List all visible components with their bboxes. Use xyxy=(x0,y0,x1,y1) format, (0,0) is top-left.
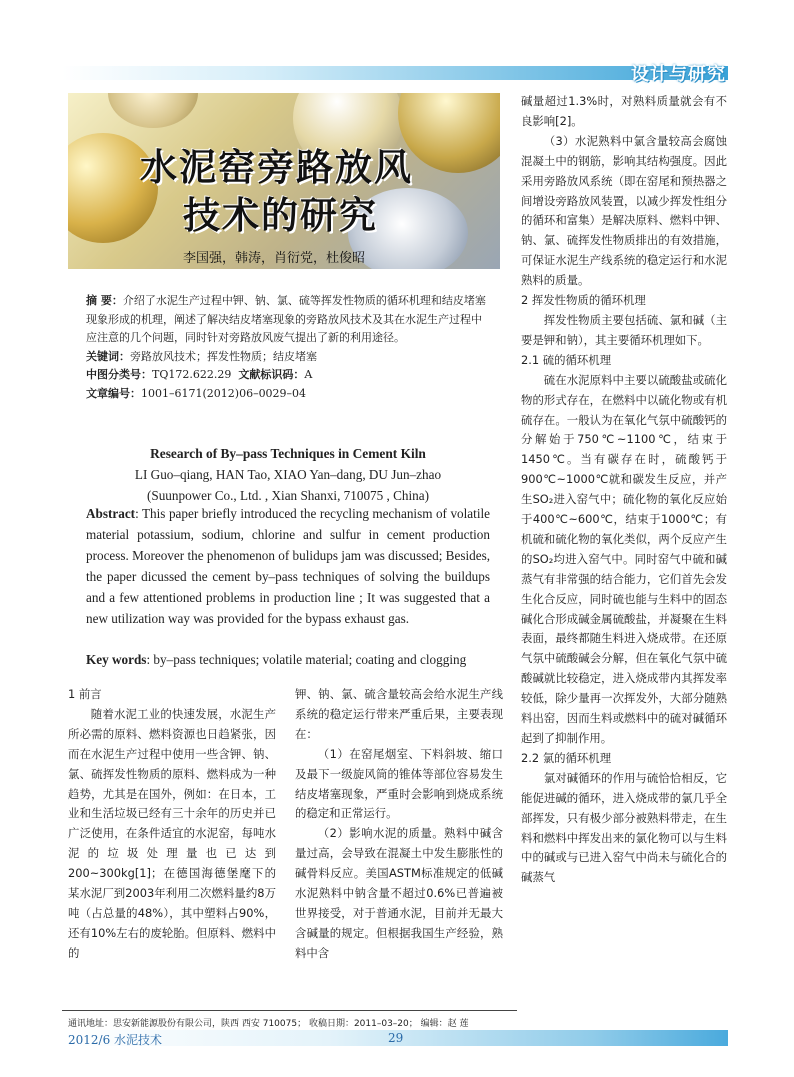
english-keywords xyxy=(86,649,490,670)
abstract-cn-text: 介绍了水泥生产过程中钾、钠、氯、硫等挥发性物质的循环机理和结皮堵塞现象形成的机理，阐述了解决结皮堵塞现象的旁路放风技术及其在水泥生产过程中应注意的几个问题，同时针对旁路放风废气提出了新的利用途径。 xyxy=(86,294,486,344)
journal-name: 2012/6 水泥技术 xyxy=(68,1033,163,1047)
body-column-2 xyxy=(295,685,503,964)
clc-number xyxy=(86,366,490,385)
english-keywords-text: : by–pass techniques; volatile material; coating and clogging xyxy=(146,652,467,667)
section-tag: 设计与研究 xyxy=(631,64,726,85)
body-paragraph: 硫在水泥原料中主要以硫酸盐或硫化物的形式存在，在燃料中以硫化物或有机硫存在。一般认为在氧化气氛中硫酸钙的分解始于750℃~1100℃，结束于1450℃。当有碳存在时，硫酸钙于900℃~1000℃就和碳发生反应，并产生SO₂进入窑气中；硫化物的氧化反应始于400℃~600℃，结束于1000℃；有机硫和硫化物的氧化类似，两个反应产生的SO₂均进入窑气中。同时窑气中硫和碱蒸气有非常强的结合能力，它们首先会发生化合反应，同时硫也能与生料中的固态碱化合形成碱金属硫酸盐，并凝聚在生料表面，最终都随生料进入烧成带。在还原气氛中硫酸碱会分解，但在氧化气氛中硫酸碱就比较稳定，进入烧成带内其挥发率较低，除少量再一次挥发外，大部分随熟料出窑，因而生料或燃料中的硫对碱循环起到了抑制作用。 xyxy=(521,372,727,745)
footer-info: 通讯地址：思安新能源股份有限公司，陕西 西安 710075； 收稿日期：2011–03–20； 编辑：赵 莲 xyxy=(68,1019,469,1029)
english-title: Research of By–pass Techniques in Cement Kiln xyxy=(150,446,426,461)
body-column-1 xyxy=(68,685,276,964)
clc-label: 中图分类号： xyxy=(86,368,152,381)
clc-value: TQ172.622.29 xyxy=(152,368,232,381)
keywords-cn-text: 旁路放风技术；挥发性物质；结皮堵塞 xyxy=(130,349,317,363)
article-no-label: 文章编号： xyxy=(86,386,141,400)
title-line-2: 技术的研究 xyxy=(183,194,378,237)
abstract-cn-label: 摘 要： xyxy=(86,294,123,307)
abstract-cn xyxy=(86,292,490,403)
body-column-3 xyxy=(521,92,727,888)
english-keywords-label: Key words xyxy=(86,652,147,667)
body-paragraph: 挥发性物质主要包括硫、氯和碱（主要是钾和钠），其主要循环机理如下。 xyxy=(521,312,727,347)
english-abstract-label: Abstract xyxy=(86,506,136,521)
body-paragraph: 随着水泥工业的快速发展，水泥生产所必需的原料、燃料资源也日趋紧张，因而在水泥生产过程中使用一些含钾、钠、氯、硫挥发性物质的原料、燃料成为一种趋势，尤其是在国外，例如：在日本，工业和生活垃圾已经有三十余年的历史并已广泛使用，在条件适宜的水泥窑，每吨水泥的垃圾处理量也已达到200~300kg[1]；在德国海德堡麾下的某水泥厂到2003年利用二次燃料量约8万吨（占总量的48%），其中塑料占90%，还有10%左右的废轮胎。但原料、燃料中的 xyxy=(68,706,276,960)
abstract-cn-paragraph xyxy=(86,292,490,348)
subsection-heading: 2.1 硫的循环机理 xyxy=(521,352,612,367)
keywords-cn-label: 关键词： xyxy=(86,349,130,363)
article-no-value: 1001–6171(2012)06–0029–04 xyxy=(141,386,307,400)
body-paragraph: 钾、钠、氯、硫含量较高会给水泥生产线系统的稳定运行带来严重后果，主要表现在： xyxy=(295,687,503,741)
section-heading: 1 前言 xyxy=(68,687,102,701)
header-band xyxy=(62,66,728,80)
body-paragraph: （3）水泥熟料中氯含量较高会腐蚀混凝土中的钢筋，影响其结构强度。因此采用旁路放风系统（即在窑尾和预热器之间增设旁路放风装置，以减少挥发性组分的循环和富集）是解决原料、燃料中钾、钠、氯、硫挥发性物质排出的有效措施，可保证水泥生产线系统的稳定运行和水泥熟料的质量。 xyxy=(521,133,727,288)
list-item: （1）在窑尾烟室、下料斜坡、缩口及最下一级旋风筒的锥体等部位容易发生结皮堵塞现象，严重时会影响到烧成系统的稳定和正常运行。 xyxy=(295,746,503,821)
section-heading: 2 挥发性物质的循环机理 xyxy=(521,293,646,308)
body-paragraph: 碱量超过1.3%时，对熟料质量就会有不良影响[2]。 xyxy=(521,94,727,128)
page-number: 29 xyxy=(388,1031,404,1045)
doc-code-label: 文献标识码： xyxy=(238,368,305,381)
keywords-cn xyxy=(86,348,490,367)
decor-sphere xyxy=(398,93,500,173)
english-affiliation: (Suunpower Co., Ltd. , Xian Shanxi, 710075 , China) xyxy=(146,488,430,503)
doc-code-value: A xyxy=(304,368,313,381)
subsection-heading: 2.2 氯的循环机理 xyxy=(521,750,612,765)
footer-rule xyxy=(62,1010,517,1011)
english-abstract-text: : This paper briefly introduced the recycling mechanism of volatile material potassium, sodium, chlorine and sulfur in cement production process. Moreover the phenomenon of bulidups jam was discussed; Besides, the paper dicussed the cement by–pass techniques of solving the buildups and a few attentioned problems in production line ; It was suggested that a new utilization way was provided for the bypass exhaust gas. xyxy=(86,506,490,626)
title-line-1: 水泥窑旁路放风 xyxy=(140,146,413,189)
list-item: （2）影响水泥的质量。熟料中碱含量过高，会导致在混凝土中发生膨胀性的碱骨料反应。美国ASTM标准规定的低碱水泥熟料中钠含量不超过0.6%已普遍被世界接受，对于普通水泥，目前并无最大含碱量的规定。但根据我国生产经验，熟料中含 xyxy=(295,826,503,960)
decor-sphere xyxy=(108,93,198,128)
title-banner xyxy=(68,93,500,269)
authors-cn: 李国强，韩涛，肖衍党，杜俊昭 xyxy=(183,251,366,266)
article-number xyxy=(86,385,490,404)
body-paragraph: 氯对碱循环的作用与硫恰恰相反，它能促进碱的循环，进入烧成带的氯几乎全部挥发，只有极少部分被熟料带走，在生料和燃料中挥发出来的氯化物可以与生料中的碱或与已进入窑气中尚未与硫化合的碱蒸气 xyxy=(521,770,727,885)
english-authors: LI Guo–qiang, HAN Tao, XIAO Yan–dang, DU Jun–zhao xyxy=(134,467,442,482)
english-abstract xyxy=(86,503,490,629)
